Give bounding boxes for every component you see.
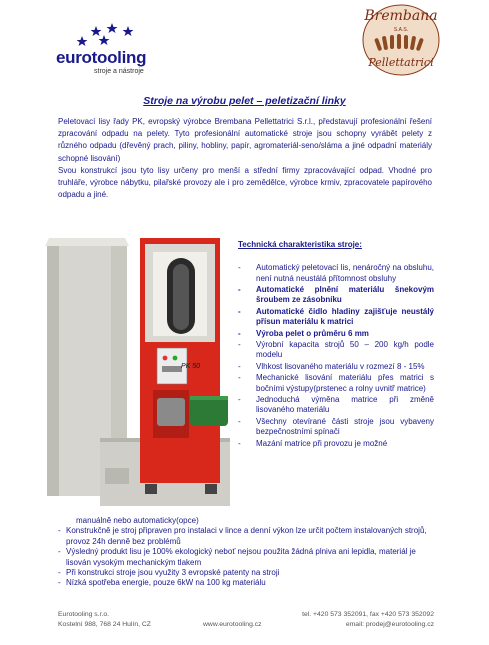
list-item: - Automatické čidlo hladiny zajišťuje neustálý přísun materiálu k matrici xyxy=(238,306,434,327)
tech-specs xyxy=(238,240,434,450)
footer-phone: tel. +420 573 352091, fax +420 573 352092 xyxy=(302,611,434,618)
page-title: Stroje na výrobu pelet – peletizační linky xyxy=(143,95,346,107)
partner-name-top: Brembana xyxy=(364,8,438,24)
footer xyxy=(58,610,434,630)
footer-web-link[interactable]: www.eurotooling.cz xyxy=(203,621,262,628)
list-item: - Nízká spotřeba energie, pouze 6kW na 100 kg materiálu xyxy=(58,578,266,588)
partner-name-bottom: Pellettatrici xyxy=(368,56,434,69)
list-item: - Výrobní kapacita strojů 50 – 200 kg/h podle modelu xyxy=(238,340,434,360)
features-list xyxy=(58,516,434,589)
list-item: - Automatický peletovací lis, nenáročný na obsluhu, není nutná neustálá přítomnost obsluhy xyxy=(238,263,434,283)
brembana-logo xyxy=(362,4,440,76)
stars-icon xyxy=(70,22,140,46)
logo-tagline: stroje a nástroje xyxy=(94,68,144,75)
list-item: - Automatické plnění materiálu šnekovým šroubem ze zásobníku xyxy=(238,285,434,305)
list-item: - Při konstrukci stroje jsou využity 3 evropské patenty na stroji xyxy=(58,568,280,578)
tech-specs-list xyxy=(238,263,434,449)
features-items xyxy=(58,526,434,588)
list-continuation: manuálně nebo automaticky(opce) xyxy=(76,516,199,525)
list-item: - Konstrukčně je stroj připraven pro instalaci v lince a denní výkon lze určit počtem instalovaných strojů, provoz 24h denně bez problémů xyxy=(58,526,427,546)
eurotooling-logo xyxy=(54,22,164,80)
list-item: - Jednoduchá výměna matrice při změně lisovaného materiálu xyxy=(238,395,434,415)
intro-paragraph-2: Svou konstrukcí jsou tyto lisy určeny pro menší a střední firmy zpracovávající odpad. Vhodné pro truhláře, výrobce nábytku, pilařské provozy ale i pro zemědělce, výrobce krmiv, zpracovatele papírového odpadu a jiné. xyxy=(58,165,432,200)
footer-company: Eurotooling s.r.o. xyxy=(58,611,110,618)
list-item: - Vlhkost lisovaného materiálu v rozmezí 8 - 15% xyxy=(238,361,425,371)
logo-name: eurotooling xyxy=(56,48,147,67)
intro-paragraph-1: Peletovací lisy řady PK, evropský výrobce Brembana Pellettatrici S.r.l., představují profesionální řešení zpracování odpadu na pelety. Tyto profesionální automatické stroje jsou schopny vyrábět pelety z různého odpadu (dřevěný prach, piliny, hobliny, papír, agromateriál-seno/sláma a jiné odpadní materiály schopné lisování) xyxy=(58,117,432,163)
tech-specs-title: Technická charakteristika stroje: xyxy=(238,240,362,249)
footer-email-link[interactable]: email: prodej@eurotooling.cz xyxy=(345,621,434,628)
list-item: - Mechanické lisování materiálu přes matrici s bočními výstupy(prstenec a rolny uvnitř matrice) xyxy=(238,373,434,393)
list-item: - Výroba pelet o průměru 6 mm xyxy=(238,328,369,338)
footer-address: Kostelní 988, 768 24 Hulín, CZ xyxy=(58,621,151,628)
pellet-machine-image xyxy=(45,238,235,508)
list-item: - Výsledný produkt lisu je 100% ekologický neboť nejsou použita žádná plniva ani lepidla, materiál je lisován vysokým mechanickým tlakem xyxy=(58,547,416,567)
list-item: - Všechny otevírané části stroje jsou vybaveny bezpečnostními spínači xyxy=(238,416,434,437)
list-item: - Mazání matrice při provozu je možné xyxy=(238,438,388,448)
machine-model-label: PK 50 xyxy=(181,363,201,370)
partner-sas: S.A.S. xyxy=(393,27,409,33)
intro-text xyxy=(58,116,432,201)
